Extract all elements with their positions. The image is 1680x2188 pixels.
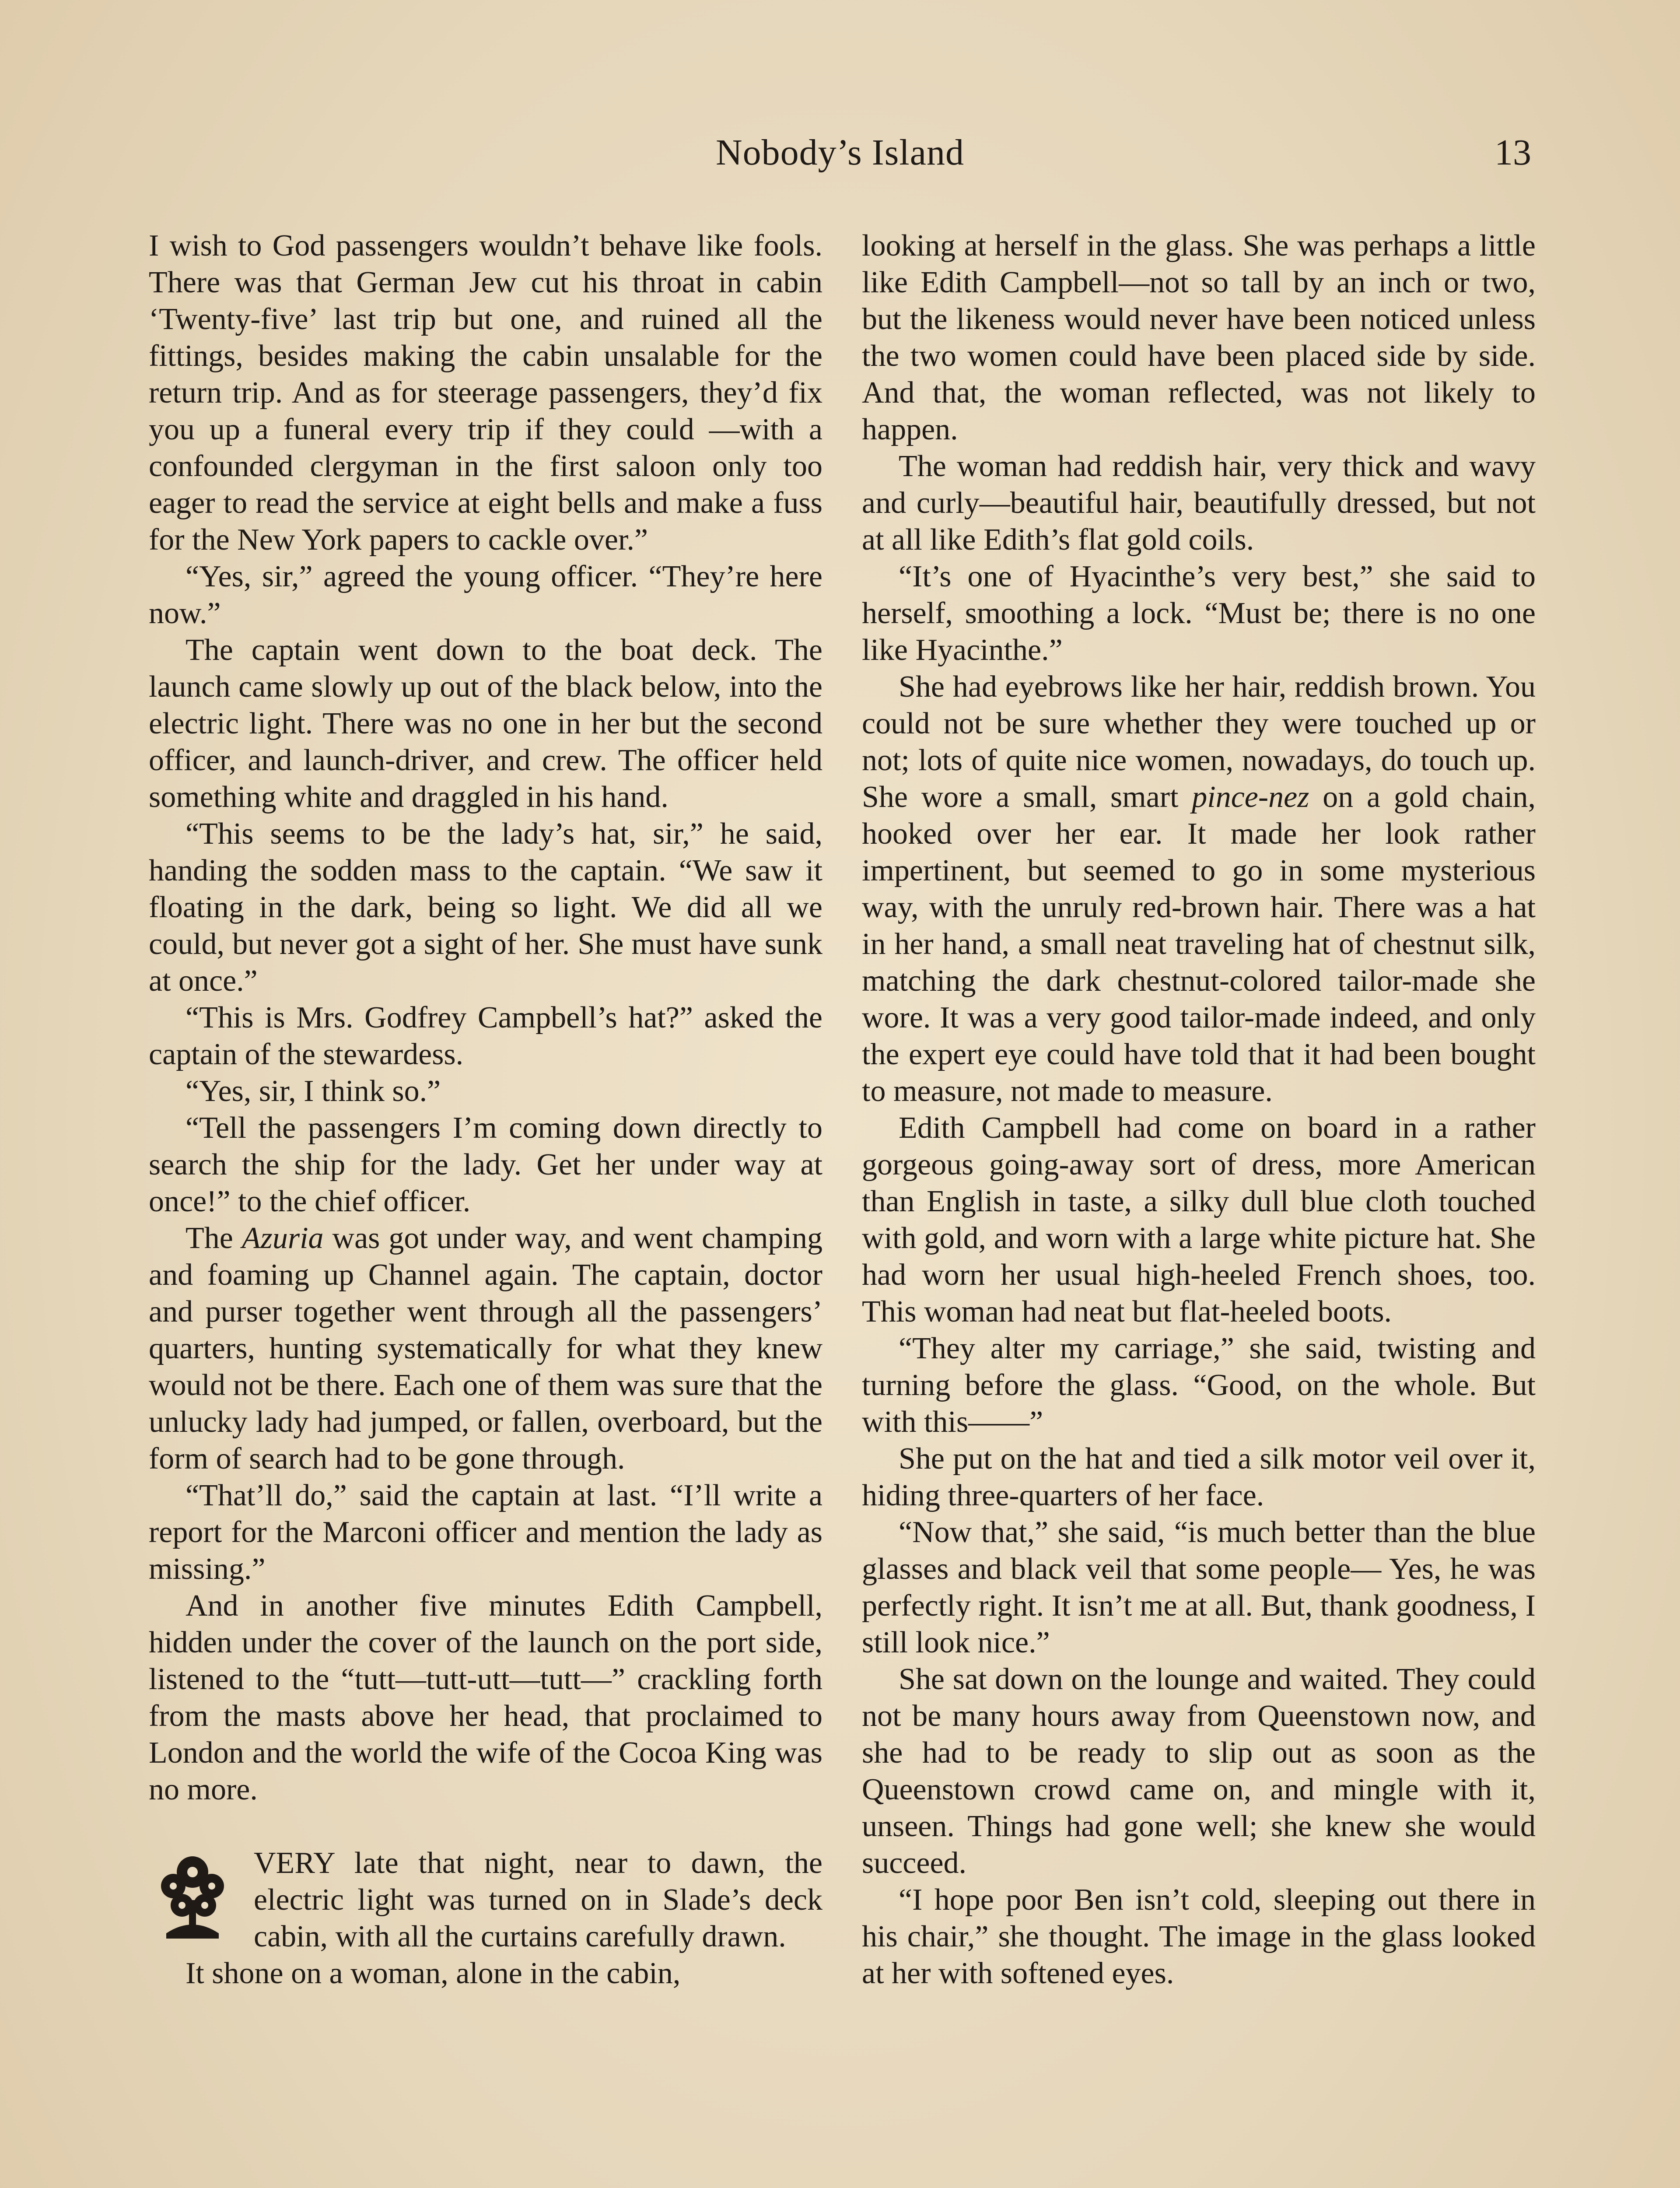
paragraph: “Yes, sir,” agreed the young officer. “They’re here now.”	[149, 560, 822, 630]
section-break	[149, 1845, 822, 1955]
left-column	[149, 228, 822, 1992]
running-head	[0, 131, 1680, 179]
ship-name: Azuria	[242, 1221, 324, 1255]
paragraph: The captain went down to the boat deck. The launch came slowly up out of the black below, into the electric light. There was no one in her but the second officer, and launch-driver, and crew. The officer held something white and draggled in his hand.	[149, 633, 822, 814]
running-title: Nobody’s Island	[716, 132, 964, 173]
paragraph: It shone on a woman, alone in the cabin,	[186, 1957, 681, 1990]
paragraph	[862, 669, 1536, 1110]
paragraph	[149, 1220, 822, 1477]
paragraph: “Now that,” she said, “is much better than the blue glasses and black veil that some people— Yes, he was perfectly right. It isn’t me at all. But, thank goodness, I still look nice.”	[862, 1515, 1536, 1659]
paragraph: She sat down on the lounge and waited. They could not be many hours away from Queenstown now, and she had to be ready to slip out as soon as the Queenstown crowd came on, and mingle with it, unseen. Things had gone well; she knew she would succeed.	[862, 1662, 1536, 1880]
paragraph: I wish to God passengers wouldn’t behave like fools. There was that German Jew cut his throat in cabin ‘Twenty-five’ last trip but one, and ruined all the fittings, besides making the cabin unsalable for the return trip. And as for steerage passengers, they’d fix you up a funeral every trip if they could —with a confounded clergyman in the first saloon only too eager to read the service at eight bells and make a fuss for the New York papers to cackle over.”	[149, 229, 822, 557]
paragraph: She put on the hat and tied a silk motor veil over it, hiding three-quarters of her face.	[862, 1442, 1536, 1512]
paragraph: “Tell the passengers I’m coming down directly to search the ship for the lady. Get her under way at once!” to the chief officer.	[149, 1111, 822, 1218]
text-run: The	[186, 1221, 242, 1255]
text-run: on a gold chain, hooked over her ear. It made her look rather impertinent, but seemed to go in some mysterious way, with the unruly red-brown hair. There was a hat in her hand, a small neat traveling hat of chestnut silk, matching the dark chestnut-colored tailor-made she wore. It was a very good tailor-made indeed, and only the expert eye could have told that it had been bought to measure, not made to measure.	[862, 780, 1536, 1108]
italic-term: pince-nez	[1192, 780, 1309, 814]
page-number: 13	[1494, 132, 1531, 173]
paragraph: “It’s one of Hyacinthe’s very best,” she said to herself, smoothing a lock. “Must be; there is no one like Hyacinthe.”	[862, 560, 1536, 667]
paragraph: “That’ll do,” said the captain at last. “I’ll write a report for the Marconi officer and mention the lady as missing.”	[149, 1479, 822, 1586]
paragraph: “Yes, sir, I think so.”	[186, 1074, 441, 1108]
paragraph: Edith Campbell had come on board in a rather gorgeous going-away sort of dress, more American than English in taste, a silky dull blue cloth touched with gold, and worn with a large white picture hat. She had worn her usual high-heeled French shoes, too. This woman had neat but flat-heeled boots.	[862, 1111, 1536, 1329]
paragraph: VERY late that night, near to dawn, the electric light was turned on in Slade’s deck cabin, with all the curtains carefully drawn.	[254, 1846, 822, 1953]
paragraph: “I hope poor Ben isn’t cold, sleeping out there in his chair,” she thought. The image in the glass looked at her with softened eyes.	[862, 1883, 1536, 1990]
paragraph: “This is Mrs. Godfrey Campbell’s hat?” asked the captain of the stewardess.	[149, 1001, 822, 1071]
text-run: was got under way, and went champing and foaming up Channel again. The captain, doctor and purser together went through all the passengers’ quarters, hunting systematically for what they knew would not be there. Each one of them was sure that the unlucky lady had jumped, or fallen, overboard, but the form of search had to be gone through.	[149, 1221, 822, 1476]
paragraph: “They alter my carriage,” she said, twisting and turning before the glass. “Good, on the whole. But with this——”	[862, 1332, 1536, 1439]
paragraph: The woman had reddish hair, very thick and wavy and curly—beautiful hair, beautifully dressed, but not at all like Edith’s flat gold coils.	[862, 449, 1536, 557]
paragraph: And in another five minutes Edith Campbell, hidden under the cover of the launch on the port side, listened to the “tutt—tutt-utt—tutt—” crackling forth from the masts above her head, that proclaimed to London and the world the wife of the Cocoa King was no more.	[149, 1589, 822, 1806]
floral-ornament-icon	[149, 1848, 236, 1944]
right-column	[862, 228, 1536, 1992]
paragraph: looking at herself in the glass. She was perhaps a little like Edith Campbell—not so tall by an inch or two, but the likeness would never have been noticed unless the two women could have been placed side by side. And that, the woman reflected, was not likely to happen.	[862, 229, 1536, 446]
text-run: She had eyebrows like her hair, reddish brown. You could not be sure whether they were touched up or not; lots of quite nice women, nowadays, do touch up. She wore a small, smart	[862, 670, 1536, 814]
paragraph: “This seems to be the lady’s hat, sir,” he said, handing the sodden mass to the captain. “We saw it floating in the dark, being so light. We did all we could, but never got a sight of her. She must have sunk at once.”	[149, 817, 822, 998]
